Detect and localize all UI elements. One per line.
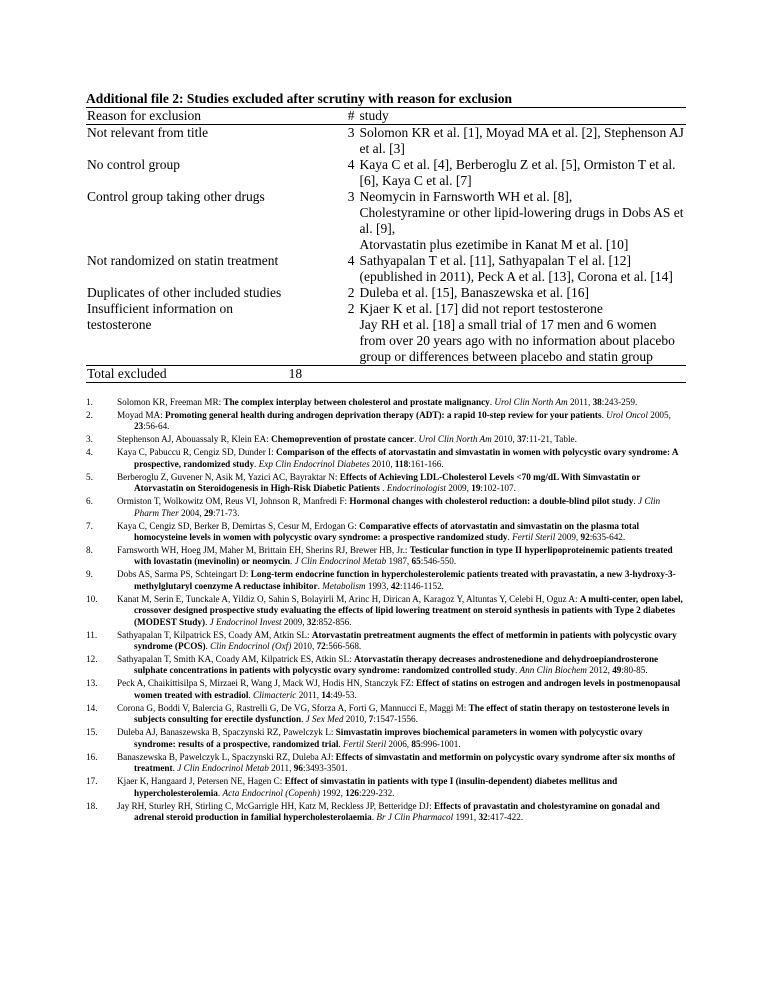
reference-journal: Metabolism [322, 580, 366, 591]
table-row [86, 301, 686, 366]
reference-separator: . [633, 496, 638, 507]
reference-authors: Kjaer K, Hangaard J, Petersen NE, Hagen C: [117, 776, 285, 787]
reference-volume: 23 [134, 421, 144, 432]
reference-item [86, 569, 686, 592]
reference-volume: 65 [411, 556, 421, 567]
reference-authors: Farnsworth WH, Hoeg JM, Maher M, Brittain EH, Sherins RJ, Brewer HB, Jr.: [117, 545, 410, 556]
table-header-row [86, 108, 686, 125]
reference-number: 4. [86, 447, 93, 458]
reference-title: Testicular function in type II hyperlipoproteinemic patients treated with lovastatin (mevinolin) or neomycin [134, 545, 673, 567]
reference-year: 2010, [291, 641, 317, 652]
reference-volume: 14 [321, 689, 331, 700]
reason-cell: Insufficient information on testosterone [87, 301, 233, 332]
reference-year: 1987, [386, 556, 412, 567]
reference-separator: . [317, 580, 323, 591]
reference-year: 2010, [491, 434, 518, 445]
reference-item [86, 472, 686, 495]
reference-title: Hormonal changes with cholesterol reduction: a double-blind pilot study [349, 496, 634, 507]
count-cell: 4 [347, 253, 355, 268]
reference-authors: Corona G, Boddi V, Balercia G, Rastrelli G, De VG, Sforza A, Forti G, Mannucci E, Maggi M: [117, 702, 469, 713]
reference-journal: Exp Clin Endocrinol Diabetes [258, 458, 370, 469]
reference-title: Atorvastatin pretreatment augments the effect of metformin in patients with polycystic ovary syndrome (PCOS) [134, 629, 677, 652]
reference-item [86, 703, 686, 726]
reference-volume: 72 [316, 641, 326, 652]
reference-item [86, 752, 686, 775]
reference-authors: Kaya C, Pabuccu R, Cengiz SD, Dunder I: [117, 447, 276, 458]
document-page [86, 91, 686, 825]
table-row [86, 253, 686, 285]
reference-year: 1992, [319, 787, 346, 798]
reference-authors: Sathyapalan T, Kilpatrick ES, Coady AM, Atkin SL: [117, 629, 312, 640]
reference-volume: 126 [345, 787, 359, 798]
reference-title: Long-term endocrine function in hypercholesterolemic patients treated with pravastatin, a new 3-hydroxy-3-methylglutaryl coenzyme A reductase inhibitor [134, 569, 676, 591]
reference-number: 10. [86, 593, 98, 604]
reference-number: 9. [86, 569, 93, 580]
study-cell: Neomycin in Farnsworth WH et al. [8], Cholestyramine or other lipid-lowering drugs in Dobs AS et al. [9], Atorvastatin plus ezetimibe in Kanat M et al. [10] [359, 189, 684, 252]
reference-number: 17. [86, 776, 98, 787]
study-cell: Sathyapalan T et al. [11], Sathyapalan T el al. [12] (epublished in 2011), Peck A et al. [13], Corona et al. [14] [359, 253, 673, 284]
reference-year: 2011, [296, 689, 322, 700]
reference-year: 2011, [268, 763, 294, 774]
reference-number: 2. [86, 410, 93, 420]
reference-title: Atorvastatin therapy decreases androstenedione and dehydroepiandrosterone sulphate concentrations in patients with polycystic ovary syndrome: randomized controlled study [134, 654, 659, 676]
reference-separator: . [371, 811, 377, 822]
study-cell: Solomon KR et al. [1], Moyad MA et al. [2], Stephenson AJ et al. [3] [359, 125, 684, 156]
reference-pages: :1547-1556. [373, 714, 418, 725]
count-cell: 4 [347, 157, 355, 172]
header-reason: Reason for exclusion [86, 108, 289, 125]
reference-pages: :996-1001. [420, 738, 461, 749]
reference-pages: :102-107. [480, 483, 516, 494]
reference-item [86, 801, 686, 824]
reference-pages: :1146-1152. [400, 580, 444, 591]
reference-pages: :546-550. [420, 556, 457, 567]
table-row [86, 125, 686, 158]
reference-number: 3. [86, 434, 93, 445]
reference-journal: J Sex Med [305, 714, 344, 725]
total-empty-cell [360, 366, 686, 383]
reference-item [86, 594, 686, 628]
reference-journal: J Clin Pharm Ther [134, 496, 661, 518]
reference-year: 2004, [178, 507, 204, 518]
reference-journal: Acta Endocrinol (Copenh) [222, 787, 320, 798]
reference-separator: . [601, 410, 607, 420]
reference-pages: :161-166. [408, 458, 444, 469]
reference-title: Chemoprevention of prostate cancer [271, 434, 414, 445]
reference-year: 2010, [369, 458, 395, 469]
reference-year: 2009, [281, 616, 307, 627]
reference-authors: Solomon KR, Freeman MR: [117, 397, 224, 407]
reference-item [86, 397, 686, 408]
reference-title: Effects of pravastatin and cholestyramine on gonadal and adrenal steroid production in familial hypercholesterolaemia [134, 800, 660, 822]
reference-year: 2009, [555, 532, 581, 543]
reason-cell: No control group [87, 157, 180, 172]
reference-number: 13. [86, 678, 98, 689]
reference-item [86, 678, 686, 701]
reference-item [86, 496, 686, 519]
reference-pages: :11-21, Table. [526, 434, 577, 445]
document-title: Additional file 2: Studies excluded after scrutiny with reason for exclusion [86, 91, 513, 106]
reference-journal: Climacteric [253, 689, 297, 700]
reason-cell: Not relevant from title [87, 125, 209, 140]
count-cell: 2 [347, 285, 355, 300]
reference-volume: 42 [390, 580, 400, 591]
reference-item [86, 521, 686, 544]
table-row [86, 285, 686, 301]
reference-separator: . [172, 763, 178, 774]
reference-volume: 92 [580, 532, 590, 543]
study-cell: Duleba et al. [15], Banaszewska et al. [16] [359, 285, 589, 300]
reason-cell: Control group taking other drugs [87, 189, 265, 204]
reference-separator: . [382, 483, 387, 494]
reference-volume: 19 [471, 483, 481, 494]
reference-year: 2005, [647, 410, 671, 420]
reference-year: 2012, [586, 665, 613, 676]
reference-number: 6. [86, 496, 93, 507]
reference-authors: Kaya C, Cengiz SD, Berker B, Demirtas S, Cesur M, Erdogan G: [117, 520, 360, 531]
reference-journal: Urol Clin North Am [418, 434, 492, 445]
reference-separator: . [254, 458, 259, 469]
reference-title: Comparison of the effects of atorvastatin and simvastatin in women with polycystic ovary syndrome: A prospective, randomized study [134, 447, 678, 469]
table-row [86, 157, 686, 189]
reference-item [86, 654, 686, 677]
reference-journal: Fertil Steril [512, 532, 556, 543]
reference-title: Comparative effects of atorvastatin and simvastatin on the plasma total homocysteine levels in women with polycystic ovary syndrome: a prospective randomized study [134, 520, 640, 543]
reference-list [86, 397, 686, 823]
reference-authors: Peck A, Chaikittisilpa S, Mirzaei R, Wang J, Mack WJ, Hodis HN, Stanczyk FZ: [117, 678, 417, 689]
reference-number: 7. [86, 520, 93, 531]
reference-authors: Banaszewska B, Pawelczyk L, Spaczynski RZ, Duleba AJ: [117, 751, 336, 762]
reference-pages: :566-568. [325, 641, 362, 652]
reference-year: 1991, [453, 811, 479, 822]
reference-separator: . [248, 689, 253, 700]
reason-cell: Not randomized on statin treatment [87, 253, 279, 268]
reference-volume: 32 [478, 811, 488, 822]
reference-separator: . [514, 665, 520, 676]
reference-separator: . [413, 434, 419, 445]
reference-authors: Berberoglu Z, Guvener N, Asik M, Yazici AC, Bayraktar N: [117, 471, 340, 482]
reference-journal: Urol Oncol [606, 410, 648, 420]
reference-year: 1993, [365, 580, 391, 591]
reference-number: 11. [86, 629, 98, 640]
reference-journal: Clin Endocrinol (Oxf) [210, 641, 292, 652]
reference-pages: :71-73. [213, 507, 240, 518]
reference-item [86, 630, 686, 653]
reference-authors: Jay RH, Sturley RH, Stirling C, McGarrigle HH, Katz M, Reckless JP, Betteridge DJ: [117, 800, 434, 811]
reference-journal: J Clin Endocrinol Metab [177, 763, 269, 774]
reference-title: Simvastatin improves biochemical parameters in women with polycystic ovary syndrome: results of a prospective, randomized trial [134, 727, 643, 749]
reference-separator: . [489, 397, 495, 407]
reference-volume: 85 [411, 738, 421, 749]
study-cell: Kjaer K et al. [17] did not report testosterone Jay RH et al. [18] a small trial of 17 men and 6 women from over 20 years ago with no information about placebo group or differences between placebo and statin group [359, 301, 675, 364]
reference-pages: :49-53. [330, 689, 357, 700]
reference-journal: J Endocrinol Invest [209, 616, 282, 627]
reference-journal: Endocrinologist [386, 483, 446, 494]
reference-item [86, 776, 686, 799]
study-cell: Kaya C et al. [4], Berberoglu Z et al. [5], Ormiston T et al. [6], Kaya C et al. [7] [359, 157, 676, 188]
reference-item [86, 545, 686, 568]
exclusion-table [86, 107, 686, 383]
reference-item [86, 727, 686, 750]
reference-pages: :635-642. [589, 532, 626, 543]
reference-pages: :243-259. [601, 397, 638, 407]
reference-pages: :852-856. [316, 616, 352, 627]
reference-title: The effect of statin therapy on testosterone levels in subjects consulting for erectile dysfunction [134, 702, 670, 725]
reference-volume: 37 [517, 434, 527, 445]
reference-year: 2010, [343, 714, 369, 725]
reference-authors: Kanat M, Serin E, Tunckale A, Yildiz O, Sahin S, Bolayirli M, Arinc H, Dirican A, Karagoz Y, Altuntas Y, Celebi H, Oguz A: [117, 593, 580, 604]
reference-pages: :3493-3501. [302, 763, 348, 774]
count-cell: 3 [347, 189, 355, 204]
reference-number: 1. [86, 397, 93, 407]
reference-volume: 32 [306, 616, 317, 627]
reference-title: Effects of simvastatin and metformin on polycystic ovary syndrome after six months of treatment [134, 751, 676, 774]
reference-authors: Moyad MA: [117, 410, 165, 420]
total-count: 18 [289, 366, 360, 383]
reference-year: 2011, [567, 397, 593, 407]
count-cell: 3 [347, 125, 355, 140]
reference-title: The complex interplay between cholesterol and prostate malignancy [223, 397, 490, 407]
reference-number: 18. [86, 800, 98, 811]
reference-number: 12. [86, 654, 98, 665]
reference-separator: . [205, 616, 210, 627]
reference-year: 2006, [386, 738, 412, 749]
header-study: study [360, 108, 686, 125]
reference-number: 8. [86, 545, 93, 556]
table-row [86, 189, 686, 253]
reference-volume: 118 [394, 458, 409, 469]
reference-journal: Br J Clin Pharmacol [376, 811, 454, 822]
reference-separator: . [205, 641, 211, 652]
total-label: Total excluded [86, 366, 289, 383]
reference-authors: Duleba AJ, Banaszewska B, Spaczynski RZ, Pawelczyk L: [117, 727, 336, 738]
reference-pages: :417-422. [487, 811, 524, 822]
reference-separator: . [301, 714, 306, 725]
reference-number: 15. [86, 727, 98, 738]
reference-number: 5. [86, 471, 93, 482]
reference-number: 16. [86, 751, 98, 762]
exclusion-table-body [86, 108, 686, 383]
reference-title: Effect of simvastatin in patients with type I (insulin-dependent) diabetes mellitus and hypercholesterolemia [134, 776, 618, 798]
reference-journal: Ann Clin Biochem [519, 665, 587, 676]
reference-title: Promoting general health during androgen deprivation therapy (ADT): a rapid 10-step review for your patients [164, 410, 602, 420]
reference-volume: 7 [368, 714, 374, 725]
reference-journal: Urol Clin North Am [494, 397, 568, 407]
reference-journal: J Clin Endocrinol Metab [294, 556, 387, 567]
reference-volume: 49 [612, 665, 622, 676]
header-count: # [289, 108, 360, 125]
reference-pages: :56-64. [143, 421, 170, 432]
reference-item [86, 410, 686, 433]
reference-authors: Ormiston T, Wolkowitz OM, Reus VI, Johnson R, Manfredi F: [117, 496, 350, 507]
reference-volume: 38 [592, 397, 602, 407]
total-row [86, 366, 686, 383]
reference-pages: :80-85. [621, 665, 648, 676]
reference-journal: Fertil Steril [343, 738, 387, 749]
reference-item [86, 447, 686, 470]
reason-cell: Duplicates of other included studies [87, 285, 282, 300]
reference-separator: . [217, 787, 223, 798]
reference-separator: . [290, 556, 295, 567]
reference-title: Effects of Achieving LDL-Cholesterol Levels <70 mg/dL With Simvastatin or Atorvastatin on Steroidogenesis in High-Risk Diabetic Patients [134, 471, 641, 494]
reference-separator: . [507, 532, 513, 543]
reference-authors: Dobs AS, Sarma PS, Schteingart D: [117, 569, 251, 580]
reference-number: 14. [86, 702, 98, 713]
reference-pages: :229-232. [359, 787, 395, 798]
reference-volume: 96 [293, 763, 303, 774]
reference-title: A multi-center, open label, crossover designed prospective study evaluating the effects of lipid lowering treatment on steroid synthesis in patients with Type 2 diabetes (MODEST Study) [134, 593, 683, 627]
reference-separator: . [338, 738, 343, 749]
reference-authors: Stephenson AJ, Abouassaly R, Klein EA: [117, 434, 272, 445]
reference-item [86, 434, 686, 445]
reference-title: Effect of statins on estrogen and androgen levels in postmenopausal women treated with estradiol [134, 678, 681, 700]
reference-authors: Sathyapalan T, Smith KA, Coady AM, Kilpatrick ES, Atkin SL: [117, 654, 354, 665]
reference-volume: 29 [203, 507, 214, 518]
reference-year: 2009, [445, 483, 472, 494]
count-cell: 2 [347, 301, 355, 316]
